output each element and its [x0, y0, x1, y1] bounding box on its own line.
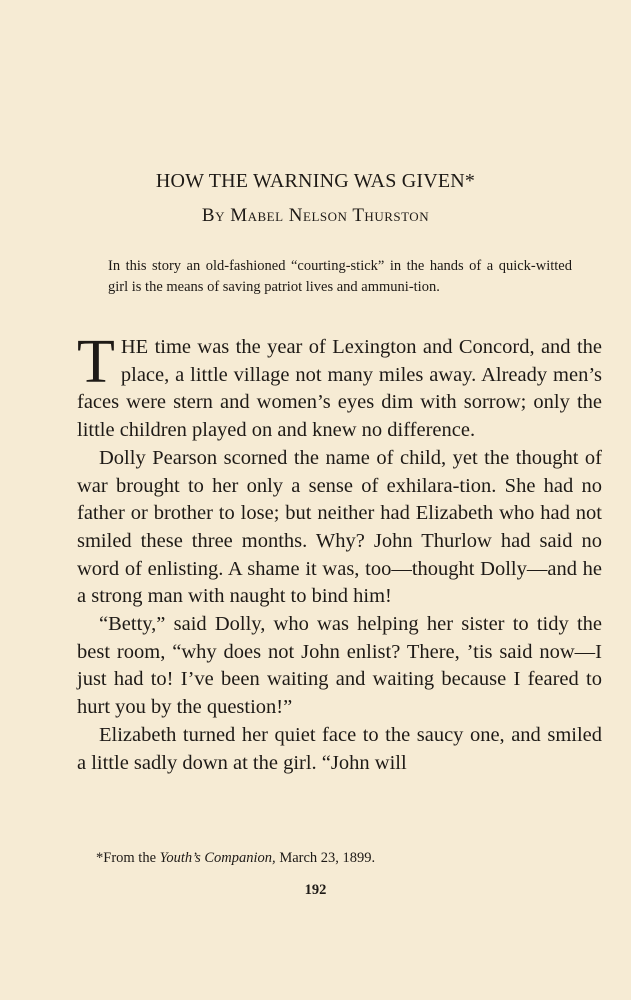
story-body [77, 328, 602, 777]
footnote-date: March 23, 1899. [275, 850, 376, 866]
paragraph-1 [77, 328, 602, 445]
page-number: 192 [304, 882, 327, 898]
footnote [96, 848, 596, 868]
footnote-source: Youth’s Companion, [159, 850, 276, 866]
paragraph-2: Dolly Pearson scorned the name of child, yet the thought of war brought to her only a sense of exhilara-tion. She had no father or brother to lose; but neither had Elizabeth who had not smiled these three months. Why? John Thurlow had said no word of enlisting. A shame it was, too—thought Dolly—and he a strong man with naught to bind him! [77, 446, 602, 608]
paragraph-1-text: HE time was the year of Lexington and Concord, and the place, a little village not many miles away. Already men’s faces were stern and women’s eyes dim with sorrow; only the little children played on and knew no difference. [77, 336, 602, 442]
story-title: HOW THE WARNING WAS GIVEN* [155, 170, 476, 192]
paragraph-4: Elizabeth turned her quiet face to the saucy one, and smiled a little sadly down at the girl. “John will [77, 723, 602, 774]
footnote-prefix: *From the [96, 850, 160, 866]
paragraph-3: “Betty,” said Dolly, who was helping her sister to tidy the best room, “why does not John enlist? There, ’tis said now—I just had to! I’ve been waiting and waiting because I feared to hurt you by the question!” [77, 613, 602, 719]
story-introduction: In this story an old-fashioned “courting-stick” in the hands of a quick-witted girl is the means of saving patriot lives and ammuni-tion. [108, 258, 572, 295]
author-byline: By Mabel Nelson Thurston [201, 205, 430, 226]
drop-cap: T [77, 328, 115, 396]
